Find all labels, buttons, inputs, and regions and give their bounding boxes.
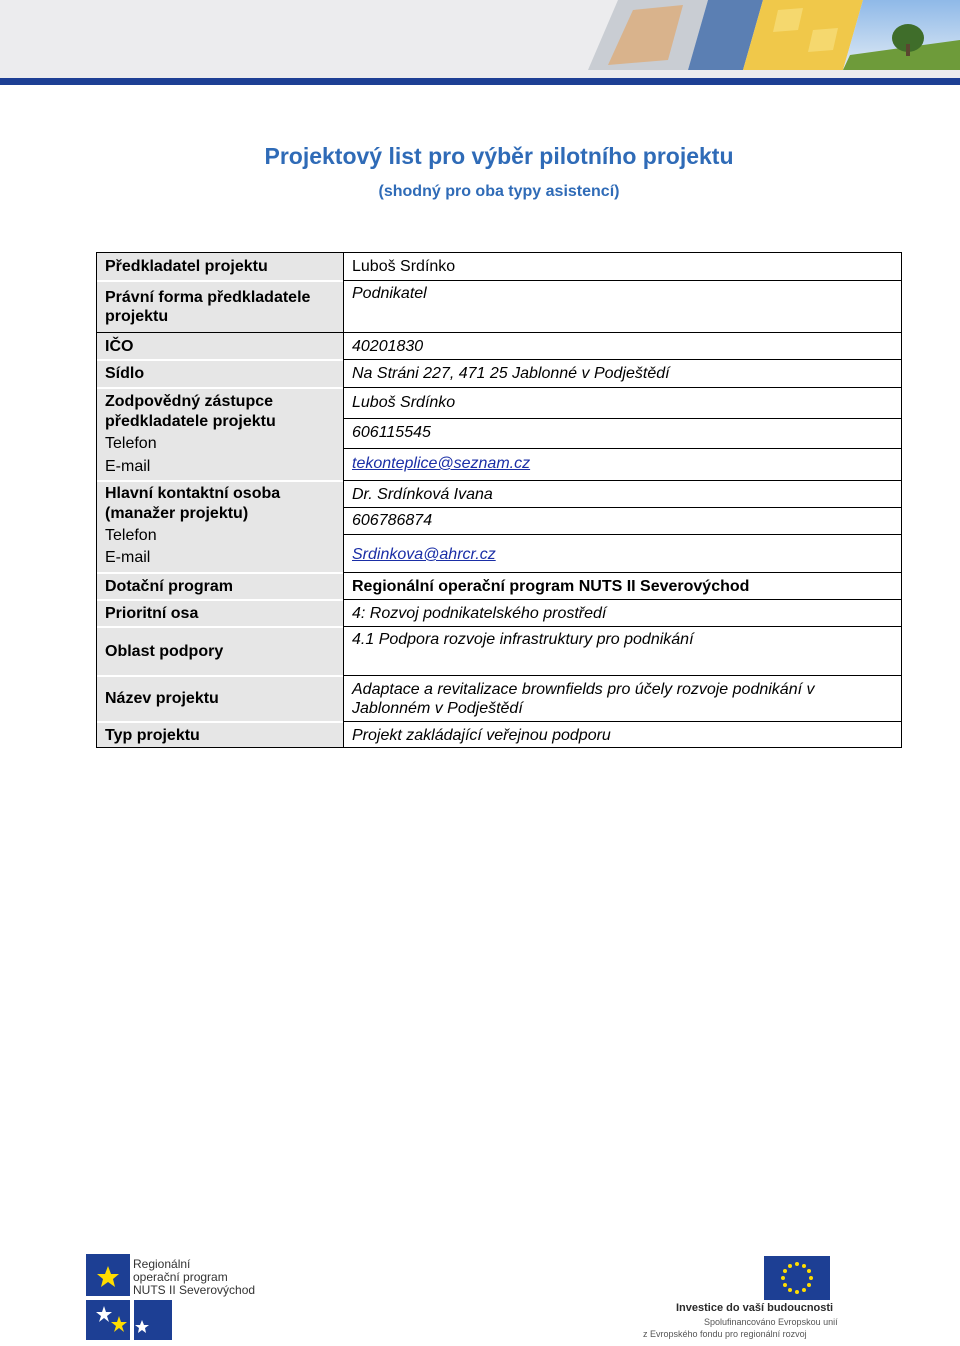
eu-flag-icon — [764, 1256, 830, 1300]
label-separator — [97, 387, 343, 389]
table-border-left — [96, 252, 97, 748]
value-dotacni: Regionální operační program NUTS II Severovýchod — [343, 572, 902, 599]
rop-logo — [86, 1254, 266, 1344]
row-line — [343, 721, 902, 722]
label-separator — [97, 675, 343, 677]
row-line — [343, 675, 902, 676]
eu-line-2: z Evropského fondu pro regionální rozvoj — [643, 1329, 807, 1339]
row-line — [343, 387, 902, 388]
value-osa: 4: Rozvoj podnikatelského prostředí — [343, 599, 902, 626]
row-line — [343, 626, 902, 627]
label-separator — [97, 572, 343, 574]
label-kontakt-email: E-mail — [105, 549, 151, 566]
email-link-kontakt[interactable]: Srdinkova@ahrcr.cz — [352, 546, 496, 563]
value-predkladatel: Luboš Srdínko — [343, 252, 902, 280]
label-zastupce-block — [96, 387, 343, 480]
label-separator — [97, 280, 343, 282]
value-zastupce: Luboš Srdínko — [343, 387, 902, 418]
label-osa: Prioritní osa — [96, 599, 343, 626]
value-oblast: 4.1 Podpora rozvoje infrastruktury pro podnikání — [343, 626, 902, 675]
label-separator — [97, 721, 343, 723]
header-photo — [588, 0, 960, 70]
document-subtitle: (shodný pro oba typy asistencí) — [378, 183, 620, 200]
value-zastupce-telefon: 606115545 — [343, 418, 902, 448]
table-column-divider — [343, 252, 344, 748]
rop-logo-line-2: operační program — [133, 1270, 228, 1284]
row-line — [343, 418, 902, 419]
label-separator — [97, 480, 343, 482]
eu-line-1: Spolufinancováno Evropskou unií — [704, 1317, 838, 1327]
value-pravni-forma: Podnikatel — [343, 280, 902, 332]
value-kontakt: Dr. Srdínková Ivana — [343, 480, 902, 507]
label-separator — [97, 599, 343, 601]
row-line — [343, 280, 902, 281]
rop-logo-line-1: Regionální — [133, 1257, 191, 1271]
label-kontakt-telefon: Telefon — [105, 527, 157, 544]
row-line — [343, 480, 902, 481]
header-line — [0, 78, 960, 85]
table-border-right — [901, 252, 902, 748]
label-zastupce: Zodpovědný zástupce předkladatele projektu — [105, 393, 276, 430]
value-typ: Projekt zakládající veřejnou podporu — [343, 721, 902, 748]
row-line — [343, 572, 902, 573]
row-line — [343, 359, 902, 360]
label-separator — [97, 626, 343, 628]
table-border-bottom — [96, 747, 902, 748]
table-border-top — [96, 252, 902, 253]
label-predkladatel: Předkladatel projektu — [96, 252, 343, 280]
label-kontakt: Hlavní kontaktní osoba (manažer projektu) — [105, 485, 281, 522]
label-kontakt-block — [96, 480, 343, 572]
value-kontakt-telefon: 606786874 — [343, 507, 902, 534]
row-line — [96, 332, 902, 333]
document-title: Projektový list pro výběr pilotního projektu — [264, 143, 734, 169]
label-typ: Typ projektu — [96, 721, 343, 748]
row-line — [343, 534, 902, 535]
value-ico: 40201830 — [343, 332, 902, 359]
rop-logo-line-3: NUTS II Severovýchod — [133, 1283, 256, 1297]
label-zastupce-email: E-mail — [105, 457, 151, 475]
label-pravni-forma: Právní forma předkladatele projektu — [96, 280, 343, 332]
label-dotacni: Dotační program — [96, 572, 343, 599]
email-link-zastupce[interactable]: tekonteplice@seznam.cz — [352, 455, 531, 472]
label-separator — [97, 359, 343, 361]
value-zastupce-email-cell — [343, 448, 902, 480]
label-nazev: Název projektu — [96, 675, 343, 721]
label-ico: IČO — [96, 332, 343, 359]
label-sidlo: Sídlo — [96, 359, 343, 387]
rop-logo-text — [133, 1258, 255, 1297]
eu-logo — [640, 1254, 840, 1344]
row-line — [343, 599, 902, 600]
row-line — [343, 507, 902, 508]
label-zastupce-telefon: Telefon — [105, 435, 157, 452]
eu-slogan: Investice do vaší budoucnosti — [676, 1302, 834, 1314]
value-nazev: Adaptace a revitalizace brownfields pro účely rozvoje podnikání v Jablonném v Podještědí — [343, 675, 902, 721]
row-line — [343, 448, 902, 449]
label-oblast: Oblast podpory — [96, 626, 343, 675]
value-sidlo: Na Stráni 227, 471 25 Jablonné v Podještědí — [343, 359, 902, 387]
value-kontakt-email-cell — [343, 534, 902, 572]
